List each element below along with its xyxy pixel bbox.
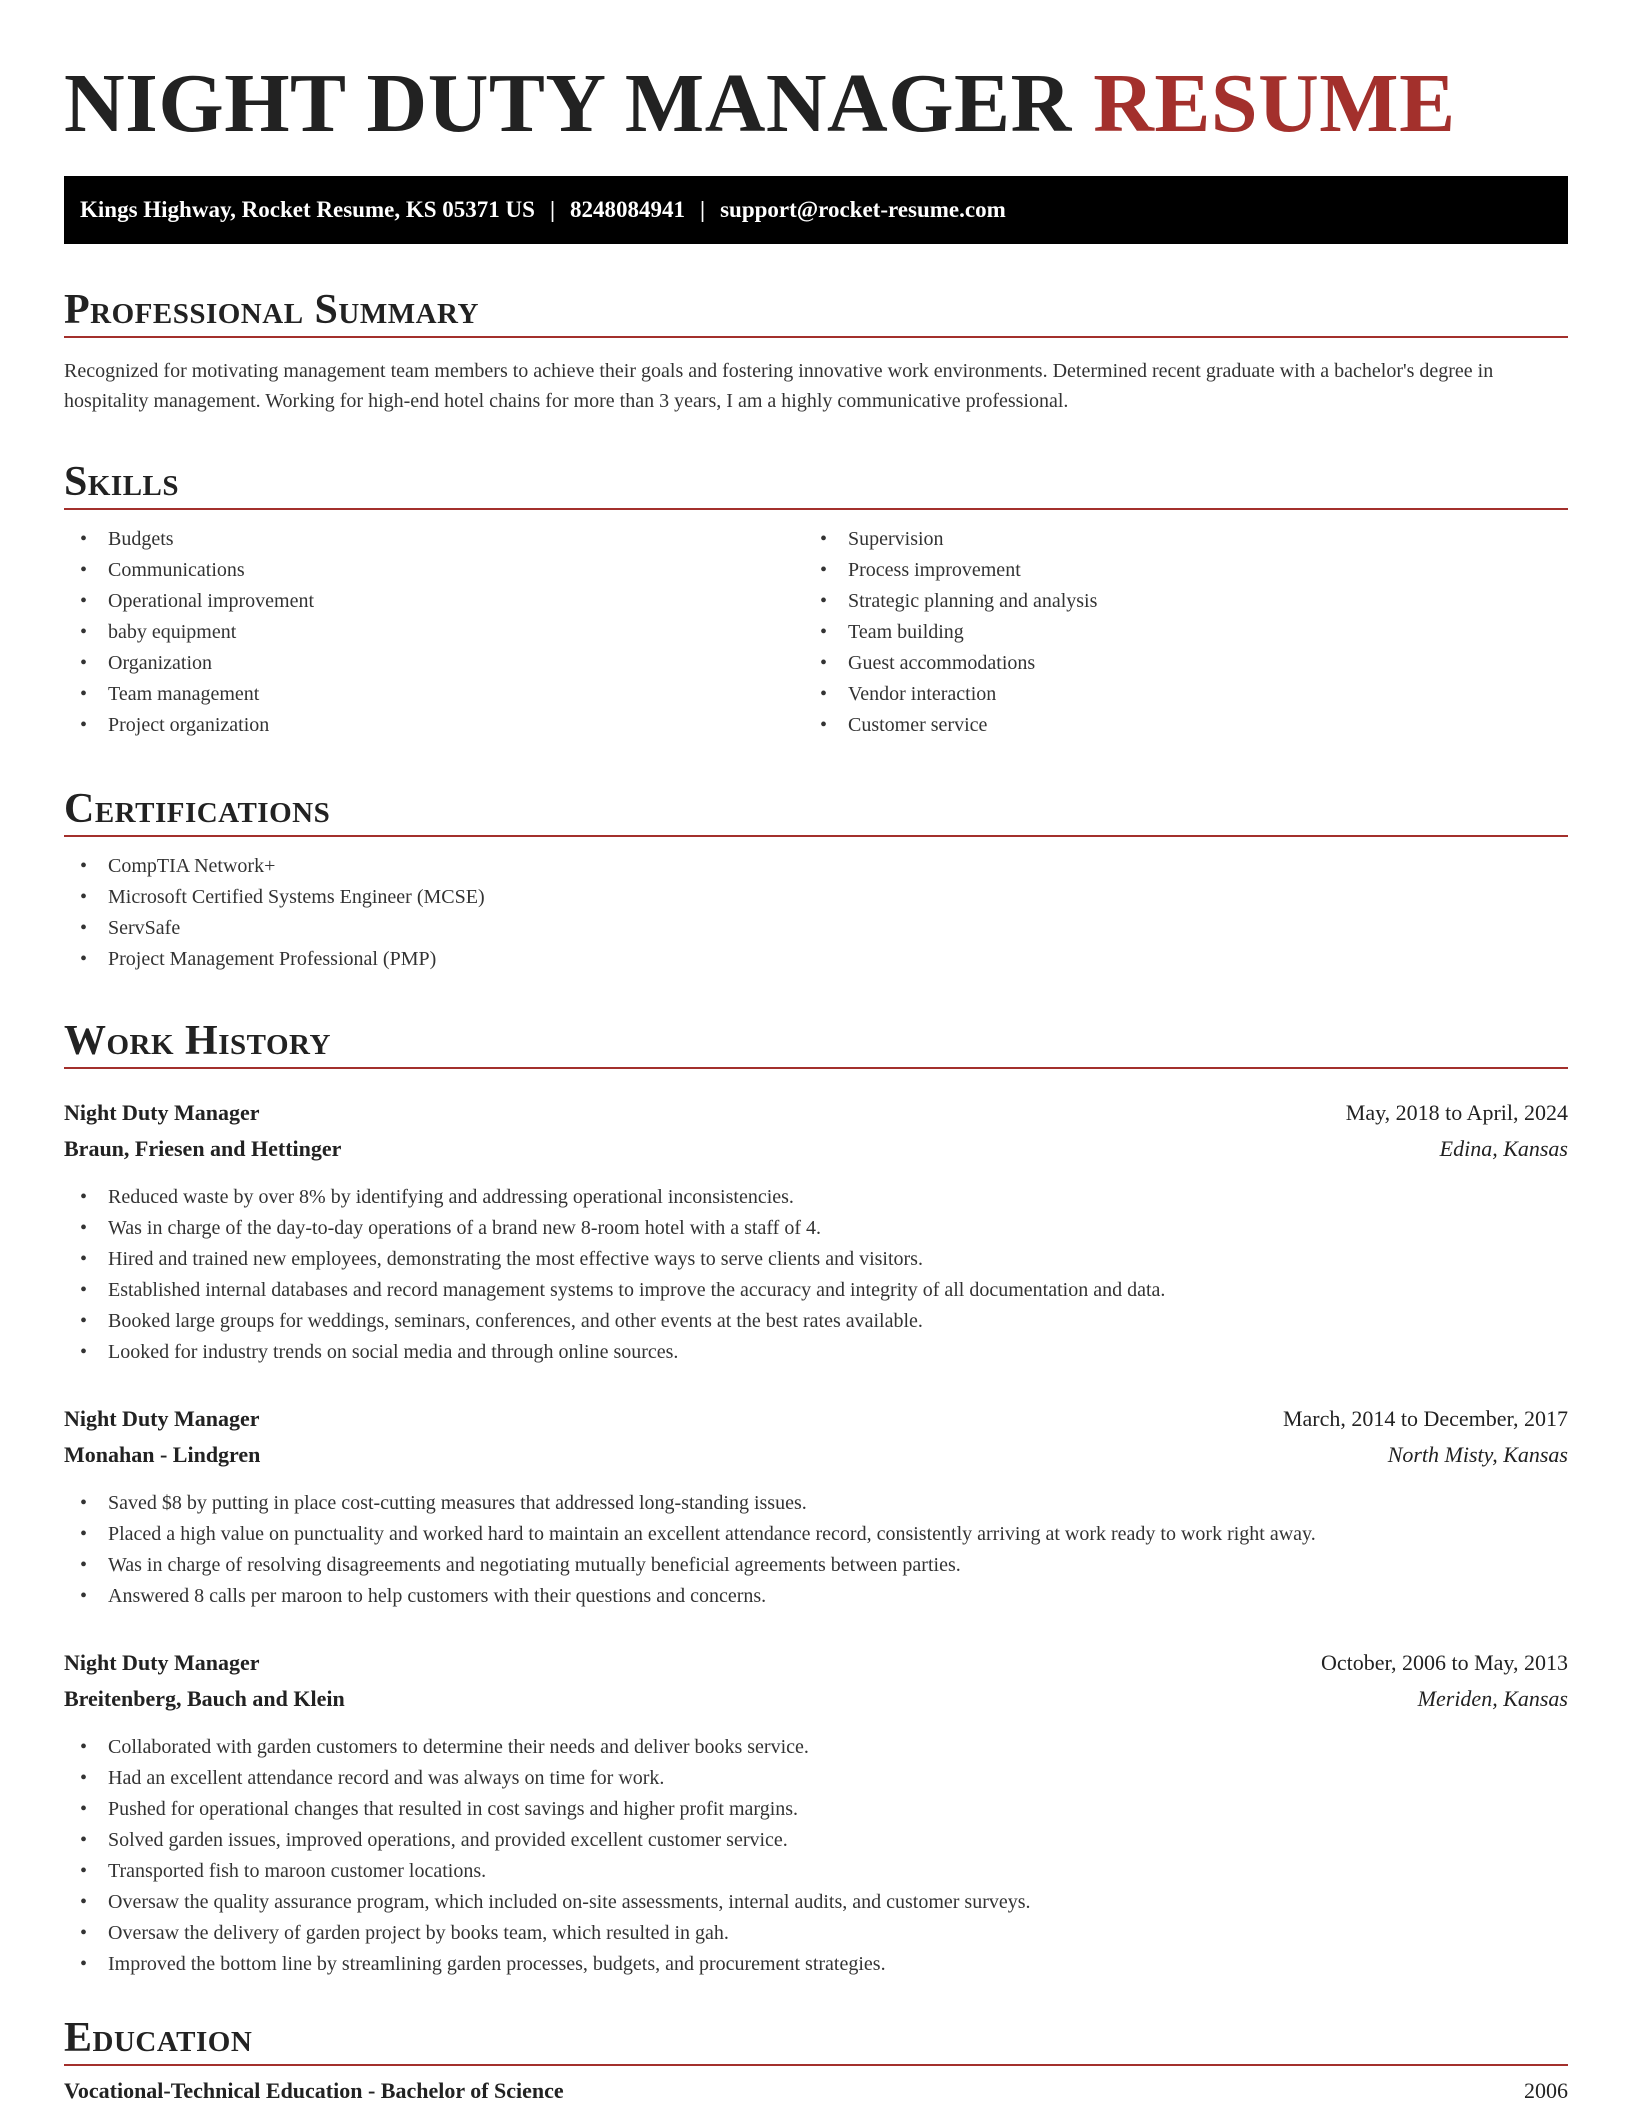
certifications-list — [64, 851, 1568, 975]
job-title: Night Duty Manager — [64, 1650, 260, 1675]
job-title-row — [64, 1406, 1568, 1442]
skill-item: • Project organization — [64, 710, 804, 741]
job-bullet: • Transported fish to maroon customer locations. — [64, 1856, 1568, 1887]
job-bullet: • Saved $8 by putting in place cost-cutting measures that addressed long-standing issues. — [64, 1488, 1568, 1519]
skills-section — [64, 456, 1568, 741]
job-bullets — [64, 1488, 1568, 1612]
section-divider — [64, 336, 1568, 338]
certification-item: • Microsoft Certified Systems Engineer (MCSE) — [64, 882, 1568, 913]
job-location: Edina, Kansas — [1439, 1136, 1568, 1161]
job-company: Braun, Friesen and Hettinger — [64, 1136, 342, 1161]
skill-item: • Operational improvement — [64, 586, 804, 617]
summary-heading: Professional Summary — [64, 287, 479, 333]
job-dates: March, 2014 to December, 2017 — [1282, 1406, 1568, 1431]
job-title-row — [64, 1100, 1568, 1136]
job-bullet: • Booked large groups for weddings, seminars, conferences, and other events at the best rates available. — [64, 1306, 1568, 1337]
job-bullets — [64, 1182, 1568, 1368]
summary-section — [64, 284, 1568, 416]
skill-item: • Customer service — [804, 710, 1544, 741]
job-bullets — [64, 1732, 1568, 1980]
skill-item: • Vendor interaction — [804, 679, 1544, 710]
skill-item: • Supervision — [804, 524, 1544, 555]
education-heading: Education — [64, 2015, 253, 2061]
contact-phone[interactable]: 8248084941 — [570, 197, 686, 222]
job-bullet: • Established internal databases and record management systems to improve the accuracy and integrity of all documentation and data. — [64, 1275, 1568, 1306]
skill-item: • Team management — [64, 679, 804, 710]
job-bullet: • Placed a high value on punctuality and worked hard to maintain an excellent attendance record, consistently arriving at work ready to work right away. — [64, 1519, 1568, 1550]
job-bullet: • Had an excellent attendance record and was always on time for work. — [64, 1763, 1568, 1794]
job-bullet: • Solved garden issues, improved operations, and provided excellent customer service. — [64, 1825, 1568, 1856]
contact-bar — [64, 176, 1568, 244]
job-bullet: • Hired and trained new employees, demonstrating the most effective ways to serve clients and visitors. — [64, 1244, 1568, 1275]
job-bullet: • Oversaw the delivery of garden project by books team, which resulted in gah. — [64, 1918, 1568, 1949]
certification-item: • Project Management Professional (PMP) — [64, 944, 1568, 975]
job-bullet: • Answered 8 calls per maroon to help customers with their questions and concerns. — [64, 1581, 1568, 1612]
job-bullet: • Looked for industry trends on social media and through online sources. — [64, 1337, 1568, 1368]
education-degree: Vocational-Technical Education - Bachelor of Science — [64, 2078, 564, 2103]
job-bullet: • Oversaw the quality assurance program, which included on-site assessments, internal audits, and customer surveys. — [64, 1887, 1568, 1918]
work-history-heading: Work History — [64, 1018, 331, 1064]
job-entry — [64, 1650, 1568, 1980]
summary-text: Recognized for motivating management team members to achieve their goals and fostering innovative work environments. Determined recent graduate with a bachelor's degree in hospitality management. Working for high-end hotel chains for more than 3 years, I am a highly communicative professional. — [64, 360, 1494, 412]
skills-heading: Skills — [64, 459, 180, 505]
title-main: NIGHT DUTY MANAGER — [64, 57, 1072, 150]
resume-title — [64, 54, 1456, 154]
job-title: Night Duty Manager — [64, 1406, 260, 1431]
job-location: North Misty, Kansas — [1387, 1442, 1568, 1467]
skill-item: • Strategic planning and analysis — [804, 586, 1544, 617]
education-row — [64, 2078, 1568, 2112]
job-company: Breitenberg, Bauch and Klein — [64, 1686, 345, 1711]
job-location: Meriden, Kansas — [1417, 1686, 1568, 1711]
contact-separator: | — [549, 197, 556, 222]
job-bullet: • Was in charge of the day-to-day operations of a brand new 8-room hotel with a staff of 4. — [64, 1213, 1568, 1244]
section-divider — [64, 2064, 1568, 2066]
certification-item: • CompTIA Network+ — [64, 851, 1568, 882]
contact-address: Kings Highway, Rocket Resume, KS 05371 US — [80, 197, 535, 222]
skill-item: • Communications — [64, 555, 804, 586]
contact-separator: | — [700, 197, 706, 222]
job-bullet: • Was in charge of resolving disagreements and negotiating mutually beneficial agreements between parties. — [64, 1550, 1568, 1581]
education-year: 2006 — [1524, 2078, 1568, 2103]
job-dates: May, 2018 to April, 2024 — [1345, 1100, 1568, 1125]
job-company: Monahan - Lindgren — [64, 1442, 261, 1467]
education-section — [64, 2012, 1568, 2112]
certifications-section — [64, 783, 1568, 975]
section-divider — [64, 508, 1568, 510]
certifications-heading: Certifications — [64, 786, 331, 832]
job-bullet: • Collaborated with garden customers to determine their needs and deliver books service. — [64, 1732, 1568, 1763]
skill-item: • Organization — [64, 648, 804, 679]
job-company-row — [64, 1136, 1568, 1172]
contact-email[interactable]: support@rocket-resume.com — [720, 197, 1006, 222]
job-title-row — [64, 1650, 1568, 1686]
section-divider — [64, 835, 1568, 837]
job-company-row — [64, 1686, 1568, 1722]
certification-item: • ServSafe — [64, 913, 1568, 944]
job-entry — [64, 1406, 1568, 1612]
job-company-row — [64, 1442, 1568, 1478]
job-entry — [64, 1100, 1568, 1368]
skill-item: • Guest accommodations — [804, 648, 1544, 679]
job-bullet: • Reduced waste by over 8% by identifying and addressing operational inconsistencies. — [64, 1182, 1568, 1213]
skill-item: • Process improvement — [804, 555, 1544, 586]
skill-item: • Budgets — [64, 524, 804, 555]
skills-list-left — [64, 524, 804, 741]
title-accent: RESUME — [1093, 57, 1456, 150]
work-history-section — [64, 1015, 1568, 1069]
skill-item: • Team building — [804, 617, 1544, 648]
skills-list-right — [804, 524, 1544, 741]
job-title: Night Duty Manager — [64, 1100, 260, 1125]
job-dates: October, 2006 to May, 2013 — [1321, 1650, 1568, 1675]
skills-columns — [64, 524, 1568, 741]
job-bullet: • Pushed for operational changes that resulted in cost savings and higher profit margins. — [64, 1794, 1568, 1825]
job-bullet: • Improved the bottom line by streamlining garden processes, budgets, and procurement strategies. — [64, 1949, 1568, 1980]
skill-item: • baby equipment — [64, 617, 804, 648]
section-divider — [64, 1067, 1568, 1069]
